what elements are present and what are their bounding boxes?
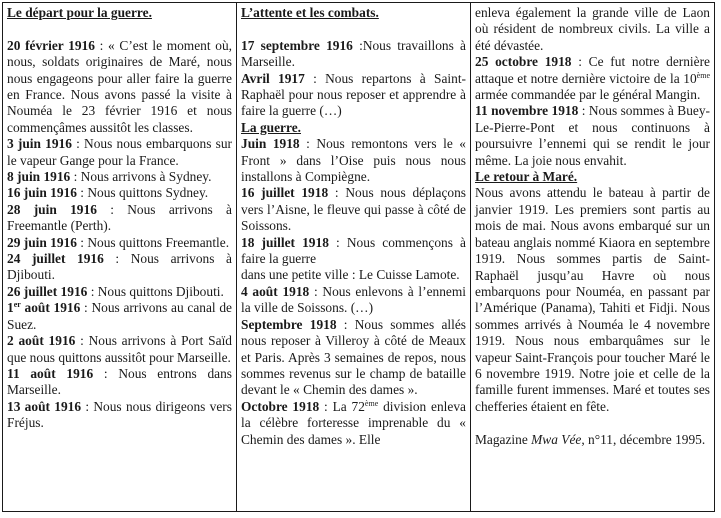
entry-date: 20 février 1916 [7,37,95,53]
magazine-title: Mwa Vée [531,431,582,447]
timeline-entry [7,284,232,300]
section-heading: Le retour à Maré. [475,169,578,185]
entry-date: Octobre 1918 [241,398,320,414]
section-heading: Le départ pour la guerre. [7,5,152,20]
citation-prefix: Magazine [475,431,532,447]
timeline-entry [7,38,232,136]
entry-date: 28 juin 1916 [7,201,97,217]
entry-text: : Nous commençons à faire la guerre [241,234,467,267]
entry-text-pre: : Ce fut notre dernière attaque et notre dernière victoire de la 10 [475,54,710,86]
timeline-entry [7,300,232,333]
entry-text: : Nous sommes allés nous reposer à Villeroy à côté de Meaux et Paris. Après 3 semaines de repos, nous sommes revenus sur le champ de bataille devant le « Chemin des dames ». [241,316,466,398]
entry-text: : Nous arrivons à Djibouti. [7,251,232,283]
spacer [475,415,710,431]
timeline-entry [475,103,710,169]
spacer [7,21,232,37]
spacer [241,21,466,37]
entry-date: Avril 1917 [241,70,305,86]
ordinal-suffix: ème [696,70,710,80]
continued-text: enleva également la grande ville de Laon où résident de nombreux civils. La ville a été dévastée. [475,5,710,53]
source-citation [475,432,710,448]
entry-text: : Nous arrivons à Freemantle (Perth). [7,201,232,234]
entry-date: 8 juin 1916 [7,169,71,185]
entry-date: 26 juillet 1916 [7,283,88,299]
entry-text-pre: : La 72 [319,398,365,414]
entry-date: 4 août 1918 [241,283,310,299]
timeline-entry [7,235,232,251]
entry-date: Juin 1918 [241,136,300,152]
entry-text: : Nous quittons Djibouti. [87,283,224,299]
entry-text: : Nous arrivons au canal de Suez. [7,300,233,332]
timeline-entry [241,317,466,399]
entry-text: :Nous travaillons à Marseille. [241,37,466,70]
entry-text: division enleva la célèbre forteresse imprenable du « Chemin des dames ». Elle [241,398,466,447]
timeline-entry [475,54,710,103]
entry-date: 24 juillet 1916 [7,251,104,267]
entry-text: : Nous arrivons à Port Saïd que nous quittons aussitôt pour Marseille. [7,333,232,365]
entry-date: 17 septembre 1916 [241,37,353,53]
timeline-entry [7,333,232,366]
column-return [471,3,714,511]
citation-suffix: , n°11, décembre 1995. [581,431,706,447]
entry-text: : Nous quittons Freemantle. [76,234,230,250]
timeline-entry [7,202,232,235]
entry-text: : Nous arrivons à Sydney. [70,169,212,185]
timeline-entry [241,235,466,268]
timeline-entry [241,38,466,71]
timeline-entry [241,136,466,185]
timeline-entry [7,251,232,284]
entry-text: armée commandée par le général Mangin. [475,87,701,103]
entry-date [7,300,80,315]
entry-date: 16 juin 1916 [7,185,77,201]
entry-date: 3 juin 1916 [7,136,72,152]
document-table [2,2,715,512]
entry-date: 11 novembre 1918 [475,103,579,119]
entry-date: 25 octobre 1918 [475,54,572,70]
entry-text: : Nous repartons à Saint-Raphaël pour nous reposer et apprendre à faire la guerre (…) [241,70,466,119]
timeline-entry [241,399,466,448]
entry-date: 13 août 1916 [7,398,82,414]
column-combats [237,3,471,511]
entry-text: : Nous nous dirigeons vers Fréjus. [7,398,232,431]
entry-text: : Nous enlevons à l’ennemi la ville de Soissons. (…) [241,283,466,316]
entry-date: 11 août 1916 [7,365,94,381]
entry-date: 16 juillet 1918 [241,185,329,201]
entry-date: Septembre 1918 [241,316,337,332]
entry-text: : Nous nous embarquons sur le vapeur Gange pour la France. [7,136,232,168]
entry-text: : Nous remontons vers le « Front » dans l’Oise puis nous nous installons à Compiègne. [241,136,466,185]
timeline-entry [241,185,466,234]
ordinal-suffix: ème [364,398,379,408]
entry-date: 2 août 1916 [7,333,76,349]
timeline-entry [241,71,466,120]
return-paragraph: Nous avons attendu le bateau à partir de janvier 1919. Les premiers sont partis au mois de mai. Nous avons embarqué sur un bateau anglais nommé Kiaora en septembre 1919. Nous sommes partis de Saint-Raphaël jusqu’au Havre où nous embarquons pour Nouméa, en passant par l’Amérique (Panama), Tahiti et Fidji. Nous sommes arrivés à Nouméa le 4 novembre 1919. Nous nous embarquâmes sur le vapeur Saint-François pour toucher Maré le 6 novembre 1919. Notre joie et celle de la famille furent immenses. Maré et toutes ses chefferies étaient en fête. [475,185,710,414]
entry-date-rest: août 1916 [20,300,81,316]
timeline-entry [7,169,232,185]
column-departure [3,3,237,511]
entry-text: : « C’est le moment où, nous, soldats originaires de Maré, nous nous engageons pour aller faire la guerre en France. Nous avons passé la visite à Nouméa le 23 février 1916 et nous commençâmes aussitôt les classes. [7,37,233,135]
timeline-entry [7,185,232,201]
timeline-entry [241,284,466,317]
entry-date: 18 juillet 1918 [241,234,329,250]
entry-date: 29 juin 1916 [7,234,77,250]
section-heading: L’attente et les combats. [241,5,379,20]
timeline-entry [7,136,232,169]
timeline-entry [7,366,232,399]
ordinal-suffix: er [13,300,21,310]
section-subheading: La guerre. [241,119,301,135]
entry-text: : Nous entrons dans Marseille. [7,365,232,398]
entry-text: : Nous nous déplaçons vers l’Aisne, le fleuve qui passe à côté de Soissons. [241,185,466,234]
entry-text: : Nous sommes à Buey-Le-Pierre-Pont et nous continuons à poursuivre l’ennemi qui se rendit le jour même. La joie nous envahit. [475,103,710,168]
entry-text: : Nous quittons Sydney. [76,185,209,201]
timeline-entry [7,399,232,432]
entry-date-number: 1 [7,300,14,316]
timeline-entry-continuation: dans une petite ville : Le Cuisse Lamote. [241,267,460,283]
